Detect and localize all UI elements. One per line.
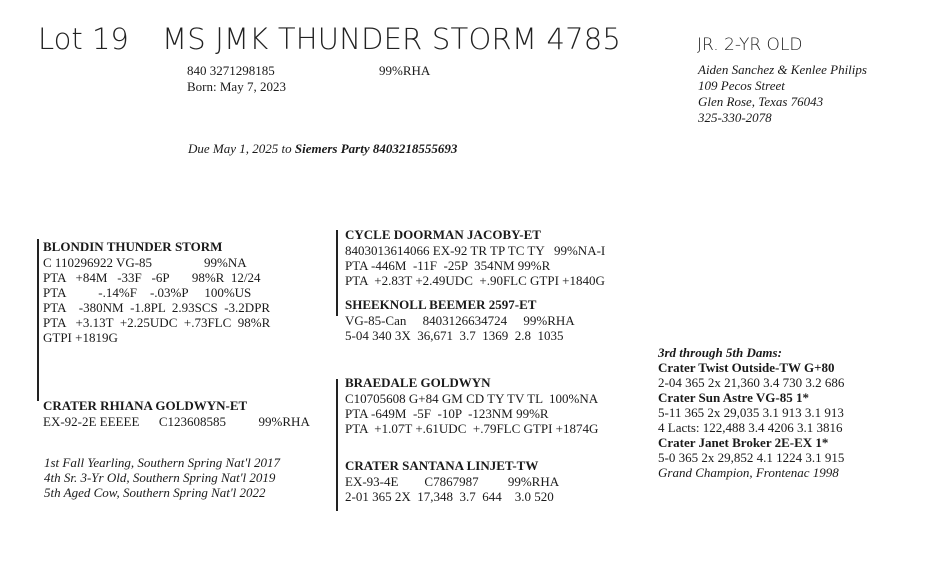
registration-number: 840 3271298185 — [187, 63, 275, 78]
pedigree-line-sire — [37, 239, 39, 401]
sire-block — [43, 239, 270, 345]
service-sire: Siemers Party 8403218555693 — [294, 141, 458, 156]
dam-dam-line: EX-93-4E C7867987 99%RHA — [345, 474, 560, 489]
sire-dam-line: VG-85-Can 8403126634724 99%RHA — [345, 313, 575, 328]
sire-sire-line: 8403013614066 EX-92 TR TP TC TY 99%NA-I — [345, 243, 606, 258]
fourth-dam-record: 5-11 365 2x 29,035 3.1 913 3.1 913 — [658, 405, 844, 420]
fourth-dam-lifetime: 4 Lacts: 122,488 3.4 4206 3.1 3816 — [658, 420, 843, 435]
dam-dam-block — [345, 458, 559, 504]
dams-header: 3rd through 5th Dams: — [658, 345, 782, 360]
dam-sire-line: PTA -649M -5F -10P -123NM 99%R — [345, 406, 549, 421]
third-to-fifth-dams — [658, 345, 844, 480]
animal-name: MS JMK THUNDER STORM 4785 — [162, 22, 622, 56]
dam-dam-name: CRATER SANTANA LINJET-TW — [345, 458, 539, 473]
dam-sire-line: PTA +1.07T +.61UDC +.79FLC GTPI +1874G — [345, 421, 599, 436]
dam-sire-name: BRAEDALE GOLDWYN — [345, 375, 491, 390]
owner-phone: 325-330-2078 — [698, 110, 772, 125]
class-label: JR. 2-YR OLD — [697, 35, 803, 55]
rha-percent: 99%RHA — [379, 63, 431, 78]
fifth-dam-award: Grand Champion, Frontenac 1998 — [658, 465, 839, 480]
dam-sire-line: C10705608 G+84 GM CD TY TV TL 100%NA — [345, 391, 599, 406]
dam-dam-line: 2-01 365 2X 17,348 3.7 644 3.0 520 — [345, 489, 554, 504]
sire-sire-line: PTA -446M -11F -25P 354NM 99%R — [345, 258, 551, 273]
award-line: 1st Fall Yearling, Southern Spring Nat'l 2017 — [44, 455, 280, 470]
fourth-dam-name: Crater Sun Astre VG-85 1* — [658, 390, 809, 405]
award-line: 4th Sr. 3-Yr Old, Southern Spring Nat'l 2019 — [44, 470, 276, 485]
sire-dam-line: 5-04 340 3X 36,671 3.7 1369 2.8 1035 — [345, 328, 564, 343]
dam-sire-block — [345, 375, 598, 436]
due-date-line — [188, 141, 457, 157]
sire-line: C 110296922 VG-85 99%NA — [43, 255, 247, 270]
third-dam-name: Crater Twist Outside-TW G+80 — [658, 360, 835, 375]
dam-line: EX-92-2E EEEEE C123608585 99%RHA — [43, 414, 310, 429]
birth-date: Born: May 7, 2023 — [187, 79, 286, 94]
fifth-dam-name: Crater Janet Broker 2E-EX 1* — [658, 435, 829, 450]
fifth-dam-record: 5-0 365 2x 29,852 4.1 1224 3.1 915 — [658, 450, 845, 465]
lot-number: Lot 19 — [38, 22, 129, 56]
owner-block — [698, 62, 867, 126]
sire-dam-block — [345, 297, 575, 343]
sire-sire-block — [345, 227, 605, 288]
sire-line: PTA +84M -33F -6P 98%R 12/24 — [43, 270, 261, 285]
owner-names: Aiden Sanchez & Kenlee Philips — [698, 62, 867, 77]
sire-line: PTA -.14%F -.03%P 100%US — [43, 285, 252, 300]
due-prefix: Due May 1, 2025 to — [188, 141, 295, 156]
dam-name: CRATER RHIANA GOLDWYN-ET — [43, 398, 248, 413]
sire-name: BLONDIN THUNDER STORM — [43, 239, 223, 254]
owner-city: Glen Rose, Texas 76043 — [698, 94, 824, 109]
dam-block — [43, 398, 310, 429]
sire-line: GTPI +1819G — [43, 330, 118, 345]
sire-sire-line: PTA +2.83T +2.49UDC +.90FLC GTPI +1840G — [345, 273, 605, 288]
sire-line: PTA -380NM -1.8PL 2.93SCS -3.2DPR — [43, 300, 271, 315]
award-line: 5th Aged Cow, Southern Spring Nat'l 2022 — [44, 485, 266, 500]
sire-dam-name: SHEEKNOLL BEEMER 2597-ET — [345, 297, 537, 312]
dam-awards — [44, 455, 280, 500]
sire-sire-name: CYCLE DOORMAN JACOBY-ET — [345, 227, 541, 242]
owner-street: 109 Pecos Street — [698, 78, 785, 93]
pedigree-line-sire-side — [336, 230, 338, 316]
sire-line: PTA +3.13T +2.25UDC +.73FLC 98%R — [43, 315, 271, 330]
pedigree-line-dam-side — [336, 379, 338, 511]
third-dam-record: 2-04 365 2x 21,360 3.4 730 3.2 686 — [658, 375, 845, 390]
